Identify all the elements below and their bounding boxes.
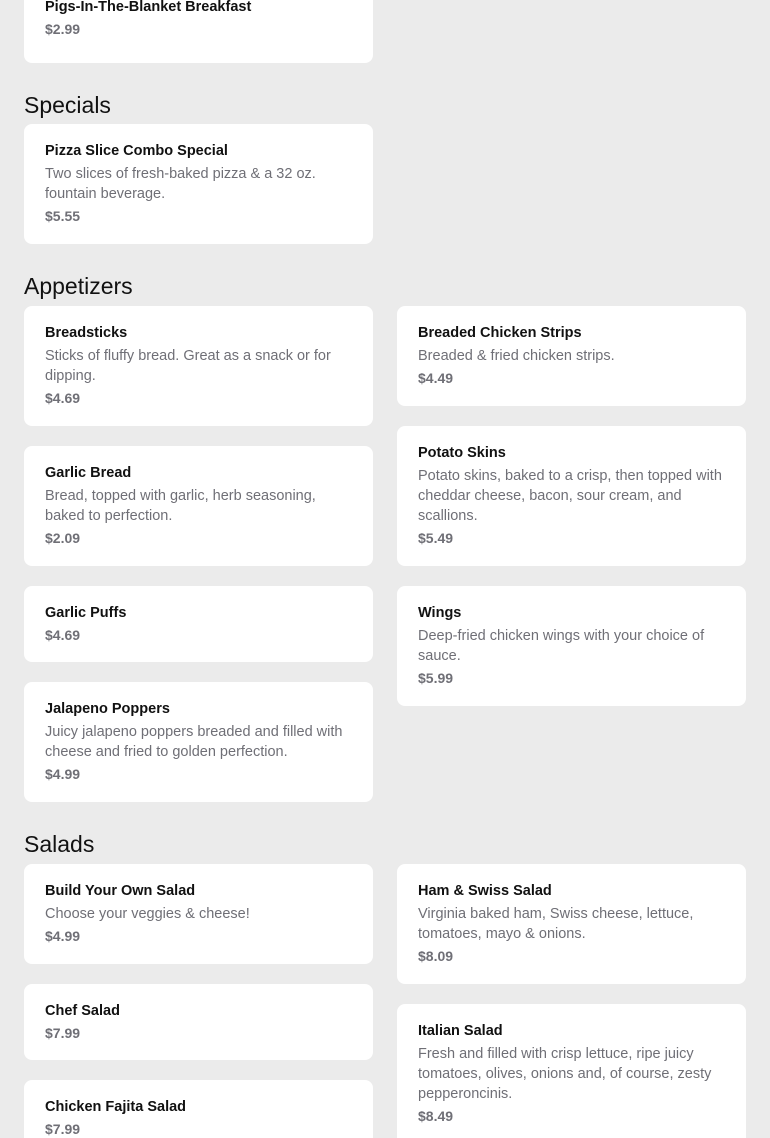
- item-price: $7.99: [45, 1025, 81, 1041]
- item-description: Virginia baked ham, Swiss cheese, lettuce, tomatoes, mayo & onions.: [418, 906, 694, 942]
- item-description: Fresh and filled with crisp lettuce, ripe juicy tomatoes, olives, onions and, of course, zesty pepperoncinis.: [418, 1046, 712, 1102]
- item-name: Pigs-In-The-Blanket Breakfast: [45, 0, 252, 15]
- item-price: $4.99: [45, 928, 81, 944]
- menu-item-card[interactable]: [24, 0, 373, 63]
- item-name: Chicken Fajita Salad: [45, 1099, 187, 1115]
- menu-item-card[interactable]: [397, 864, 746, 984]
- item-price: $5.99: [418, 670, 454, 686]
- menu-item-card[interactable]: [24, 124, 373, 244]
- item-description: Deep-fried chicken wings with your choice of sauce.: [418, 628, 705, 664]
- item-name: Build Your Own Salad: [45, 883, 196, 899]
- menu-item-card[interactable]: [24, 306, 373, 426]
- item-description: Choose your veggies & cheese!: [45, 906, 250, 922]
- item-price: $4.69: [45, 627, 81, 643]
- item-name: Ham & Swiss Salad: [418, 883, 552, 899]
- section-title-specials: Specials: [24, 92, 111, 118]
- menu-item-card[interactable]: [24, 586, 373, 662]
- item-price: $7.99: [45, 1121, 81, 1137]
- menu-item-card[interactable]: [397, 306, 746, 406]
- item-name: Potato Skins: [418, 445, 506, 461]
- menu-item-card[interactable]: [397, 1004, 746, 1138]
- menu-item-card[interactable]: [397, 586, 746, 706]
- section-title-appetizers: Appetizers: [24, 273, 133, 299]
- section-title-salads: Salads: [24, 831, 95, 857]
- item-price: $2.99: [45, 21, 81, 37]
- item-description: Sticks of fluffy bread. Great as a snack or for dipping.: [45, 348, 331, 384]
- item-description: Potato skins, baked to a crisp, then topped with cheddar cheese, bacon, sour cream, and scallions.: [418, 468, 722, 524]
- menu-item-card[interactable]: [24, 984, 373, 1060]
- item-name: Wings: [418, 605, 462, 621]
- item-price: $4.99: [45, 766, 81, 782]
- item-name: Breaded Chicken Strips: [418, 325, 582, 341]
- item-name: Garlic Bread: [45, 465, 132, 481]
- item-name: Pizza Slice Combo Special: [45, 143, 228, 159]
- item-price: $2.09: [45, 530, 81, 546]
- item-name: Italian Salad: [418, 1023, 503, 1039]
- item-name: Jalapeno Poppers: [45, 701, 170, 717]
- item-description: Breaded & fried chicken strips.: [418, 348, 615, 364]
- item-name: Garlic Puffs: [45, 605, 127, 621]
- menu-item-card[interactable]: [24, 446, 373, 566]
- item-description: Juicy jalapeno poppers breaded and filled with cheese and fried to golden perfection.: [45, 724, 343, 760]
- item-price: $4.69: [45, 390, 81, 406]
- item-price: $5.55: [45, 208, 81, 224]
- item-price: $5.49: [418, 530, 454, 546]
- item-price: $8.49: [418, 1108, 454, 1124]
- item-name: Chef Salad: [45, 1003, 120, 1019]
- menu-item-card[interactable]: [24, 682, 373, 802]
- menu-item-card[interactable]: [24, 1080, 373, 1138]
- item-name: Breadsticks: [45, 325, 128, 341]
- item-price: $8.09: [418, 948, 454, 964]
- menu-item-card[interactable]: [397, 426, 746, 566]
- menu-item-card[interactable]: [24, 864, 373, 964]
- item-description: Two slices of fresh-baked pizza & a 32 oz. fountain beverage.: [45, 166, 316, 202]
- item-description: Bread, topped with garlic, herb seasoning, baked to perfection.: [45, 488, 316, 524]
- item-price: $4.49: [418, 370, 454, 386]
